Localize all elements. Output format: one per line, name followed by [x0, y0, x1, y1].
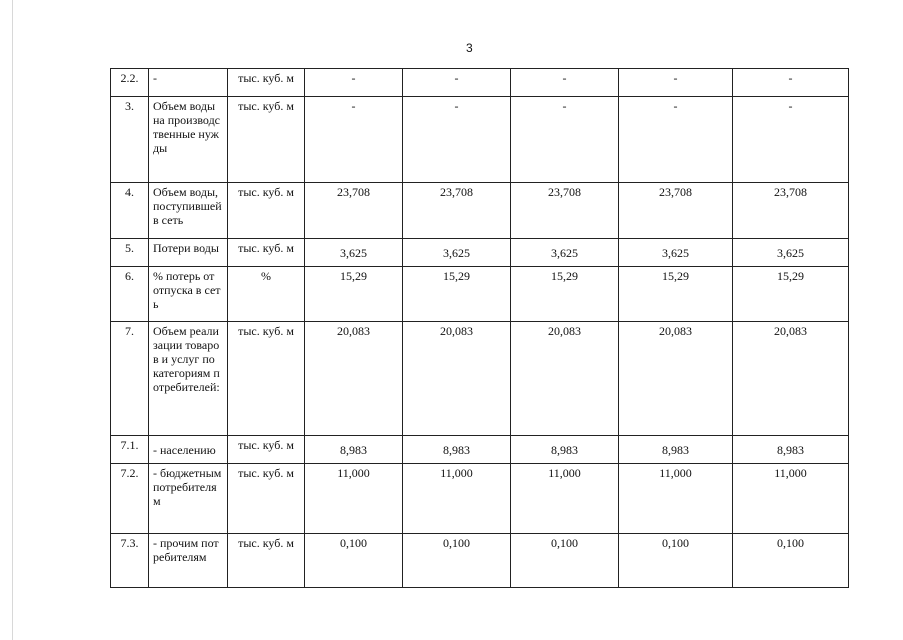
value-cell: 8,983 — [403, 436, 511, 464]
row-name-cell: Объем воды, поступившей в сеть — [149, 183, 228, 239]
value-cell: 3,625 — [305, 239, 403, 267]
row-unit-cell: тыс. куб. м — [228, 464, 305, 534]
row-name-cell: Объем реализации товаров и услуг по категориям потребителей: — [149, 322, 228, 436]
row-number-cell: 4. — [111, 183, 149, 239]
value-cell: - — [733, 69, 849, 97]
row-number-cell: 7. — [111, 322, 149, 436]
row-unit-cell: тыс. куб. м — [228, 239, 305, 267]
value-cell: 11,000 — [305, 464, 403, 534]
row-number-cell: 7.1. — [111, 436, 149, 464]
row-name-cell: - бюджетным потребителям — [149, 464, 228, 534]
row-name-cell: - прочим потребителям — [149, 534, 228, 588]
value-cell: - — [619, 69, 733, 97]
value-cell: 0,100 — [511, 534, 619, 588]
value-cell: 11,000 — [403, 464, 511, 534]
value-cell: 20,083 — [733, 322, 849, 436]
water-balance-table — [110, 68, 849, 588]
value-cell: - — [305, 69, 403, 97]
row-name-cell: Потери воды — [149, 239, 228, 267]
table-row — [111, 464, 849, 534]
table-row — [111, 322, 849, 436]
value-cell: - — [403, 69, 511, 97]
value-cell: 15,29 — [403, 267, 511, 322]
value-cell: 8,983 — [733, 436, 849, 464]
value-cell: 0,100 — [403, 534, 511, 588]
value-cell: 23,708 — [403, 183, 511, 239]
value-cell: - — [403, 97, 511, 183]
value-cell: 11,000 — [619, 464, 733, 534]
row-number-cell: 7.3. — [111, 534, 149, 588]
row-unit-cell: тыс. куб. м — [228, 322, 305, 436]
value-cell: 15,29 — [511, 267, 619, 322]
value-cell: 3,625 — [733, 239, 849, 267]
row-unit-cell: тыс. куб. м — [228, 69, 305, 97]
value-cell: 20,083 — [403, 322, 511, 436]
value-cell: 15,29 — [733, 267, 849, 322]
value-cell: 11,000 — [733, 464, 849, 534]
value-cell: 11,000 — [511, 464, 619, 534]
row-number-cell: 5. — [111, 239, 149, 267]
value-cell: 0,100 — [619, 534, 733, 588]
row-name-cell: Объем воды на производственные нужды — [149, 97, 228, 183]
value-cell: 3,625 — [403, 239, 511, 267]
value-cell: 23,708 — [511, 183, 619, 239]
table-row — [111, 97, 849, 183]
row-name-cell: % потерь от отпуска в сеть — [149, 267, 228, 322]
value-cell: 20,083 — [619, 322, 733, 436]
row-number-cell: 7.2. — [111, 464, 149, 534]
value-cell: - — [511, 69, 619, 97]
value-cell: - — [305, 97, 403, 183]
value-cell: 23,708 — [619, 183, 733, 239]
value-cell: 15,29 — [619, 267, 733, 322]
value-cell: - — [733, 97, 849, 183]
value-cell: 20,083 — [511, 322, 619, 436]
value-cell: 15,29 — [305, 267, 403, 322]
value-cell: 8,983 — [619, 436, 733, 464]
table-row — [111, 69, 849, 97]
value-cell: 20,083 — [305, 322, 403, 436]
value-cell: 0,100 — [305, 534, 403, 588]
row-number-cell: 6. — [111, 267, 149, 322]
scan-edge-line — [12, 0, 13, 640]
row-name-cell: - — [149, 69, 228, 97]
value-cell: 3,625 — [511, 239, 619, 267]
value-cell: - — [619, 97, 733, 183]
row-unit-cell: тыс. куб. м — [228, 436, 305, 464]
table-row — [111, 534, 849, 588]
row-unit-cell: % — [228, 267, 305, 322]
page-number: 3 — [466, 41, 473, 55]
row-number-cell: 2.2. — [111, 69, 149, 97]
table-row — [111, 183, 849, 239]
value-cell: - — [511, 97, 619, 183]
row-unit-cell: тыс. куб. м — [228, 97, 305, 183]
row-unit-cell: тыс. куб. м — [228, 183, 305, 239]
value-cell: 23,708 — [305, 183, 403, 239]
value-cell: 23,708 — [733, 183, 849, 239]
table-row — [111, 239, 849, 267]
value-cell: 8,983 — [305, 436, 403, 464]
row-unit-cell: тыс. куб. м — [228, 534, 305, 588]
row-number-cell: 3. — [111, 97, 149, 183]
table-row — [111, 436, 849, 464]
table-row — [111, 267, 849, 322]
value-cell: 8,983 — [511, 436, 619, 464]
row-name-cell: - населению — [149, 436, 228, 464]
value-cell: 3,625 — [619, 239, 733, 267]
value-cell: 0,100 — [733, 534, 849, 588]
